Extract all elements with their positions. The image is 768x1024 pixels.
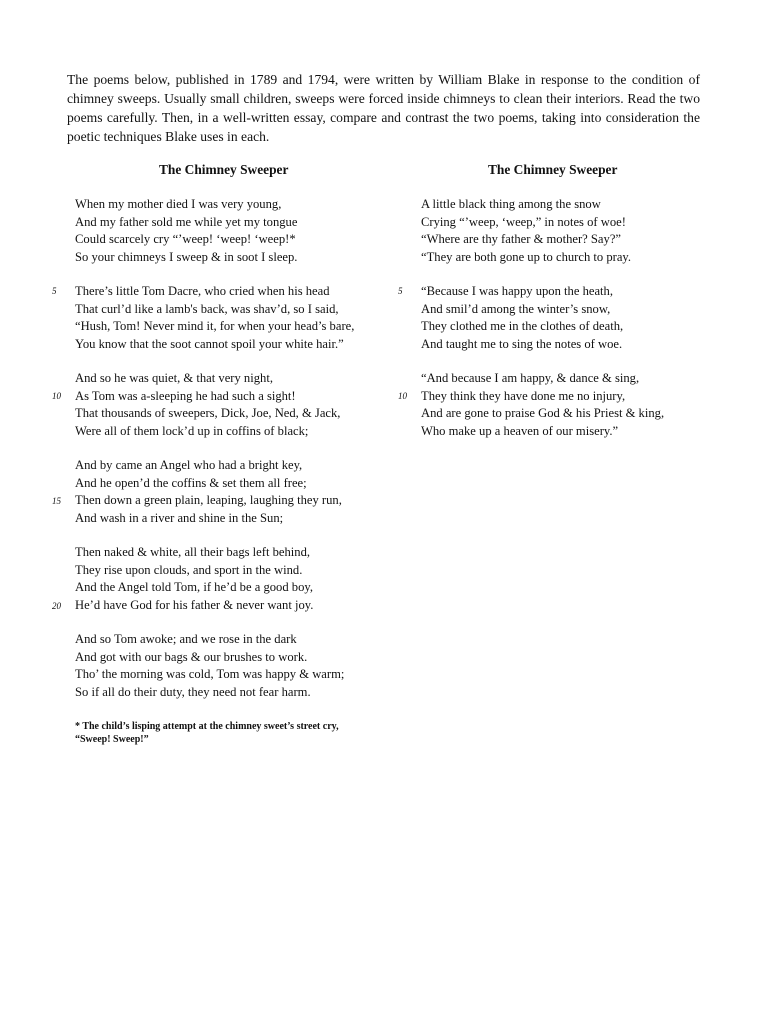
poem1-line-number-10: 10	[52, 391, 61, 401]
poem1-stanza-1	[75, 196, 354, 266]
poem2-stanza-3	[421, 370, 664, 440]
poem-line: Were all of them lock’d up in coffins of black;	[75, 423, 309, 438]
poem-line: As Tom was a-sleeping he had such a sight!	[75, 388, 296, 403]
poem1-line-number-20: 20	[52, 601, 61, 611]
poem-line: They rise upon clouds, and sport in the wind.	[75, 562, 303, 577]
poem2-line-number-10: 10	[398, 391, 407, 401]
poem-line: A little black thing among the snow	[421, 197, 601, 211]
poem-line: And taught me to sing the notes of woe.	[421, 336, 623, 351]
poem-line: That thousands of sweepers, Dick, Joe, Ned, & Jack,	[75, 406, 341, 420]
poem1-stanza-5	[75, 544, 354, 614]
poem1-stanza-4	[75, 457, 354, 527]
footnote	[75, 720, 395, 746]
poem-line: So if all do their duty, they need not fear harm.	[75, 684, 311, 699]
poem-line: Then down a green plain, leaping, laughing they run,	[75, 493, 342, 507]
intro-paragraph: The poems below, published in 1789 and 1794, were written by William Blake in response to the condition of chimney sweeps. Usually small children, sweeps were forced inside chimneys to clean their interiors. Read the two poems carefully. Then, in a well-written essay, compare and contrast the two poems, taking into consideration the poetic techniques Blake uses in each.	[67, 72, 700, 144]
poem-line: And wash in a river and shine in the Sun;	[75, 510, 284, 525]
poem-line: Could scarcely cry “’weep! ‘weep! ‘weep!*	[75, 232, 296, 246]
poem-line: When my mother died I was very young,	[75, 197, 282, 211]
poem2-title: The Chimney Sweeper	[488, 162, 618, 177]
poem1-stanza-6	[75, 631, 354, 701]
poem-line: “Because I was happy upon the heath,	[421, 284, 613, 298]
poem-line: So your chimneys I sweep & in soot I sleep.	[75, 249, 298, 264]
poem2-stanza-2	[421, 283, 664, 353]
poem-line: And so Tom awoke; and we rose in the dark	[75, 632, 297, 646]
poem-line: And so he was quiet, & that very night,	[75, 371, 273, 385]
poem-line: “They are both gone up to church to pray.	[421, 249, 632, 264]
poem-line: He’d have God for his father & never want joy.	[75, 597, 314, 612]
poem-line: They think they have done me no injury,	[421, 388, 626, 403]
poem-line: Tho’ the morning was cold, Tom was happy & warm;	[75, 667, 345, 681]
poem-line: That curl’d like a lamb's back, was shav’d, so I said,	[75, 301, 339, 316]
poem1-body	[75, 196, 354, 718]
poem-line: And he open’d the coffins & set them all free;	[75, 475, 307, 490]
poem-line: Then naked & white, all their bags left behind,	[75, 545, 311, 559]
poem-line: And got with our bags & our brushes to work.	[75, 649, 308, 664]
poem-line: And my father sold me while yet my tongue	[75, 214, 298, 229]
poem-line: And are gone to praise God & his Priest & king,	[421, 406, 665, 420]
poem-line: And the Angel told Tom, if he’d be a good boy,	[75, 580, 314, 594]
poem2-body	[421, 196, 664, 457]
poem1-stanza-3	[75, 370, 354, 440]
poem-line: Who make up a heaven of our misery.”	[421, 423, 619, 438]
poem-line: “And because I am happy, & dance & sing,	[421, 371, 640, 385]
poem1-line-number-15: 15	[52, 496, 61, 506]
poem1-line-number-5: 5	[52, 286, 57, 296]
poem-line: “Hush, Tom! Never mind it, for when your head’s bare,	[75, 319, 355, 333]
poem2-stanza-1	[421, 196, 664, 266]
poem-line: There’s little Tom Dacre, who cried when his head	[75, 284, 330, 298]
poem-line: And smil’d among the winter’s snow,	[421, 301, 611, 316]
footnote-line: “Sweep! Sweep!”	[75, 734, 149, 745]
poem-line: Crying “’weep, ‘weep,” in notes of woe!	[421, 214, 626, 229]
poem-line: And by came an Angel who had a bright key,	[75, 458, 303, 472]
poem-line: “Where are thy father & mother? Say?”	[421, 232, 621, 246]
footnote-line: * The child’s lisping attempt at the chimney sweet’s street cry,	[75, 721, 339, 732]
poem1-stanza-2	[75, 283, 354, 353]
poem2-line-number-5: 5	[398, 286, 403, 296]
poem-line: You know that the soot cannot spoil your white hair.”	[75, 336, 344, 351]
poem1-title: The Chimney Sweeper	[159, 162, 289, 177]
poem-line: They clothed me in the clothes of death,	[421, 319, 624, 333]
